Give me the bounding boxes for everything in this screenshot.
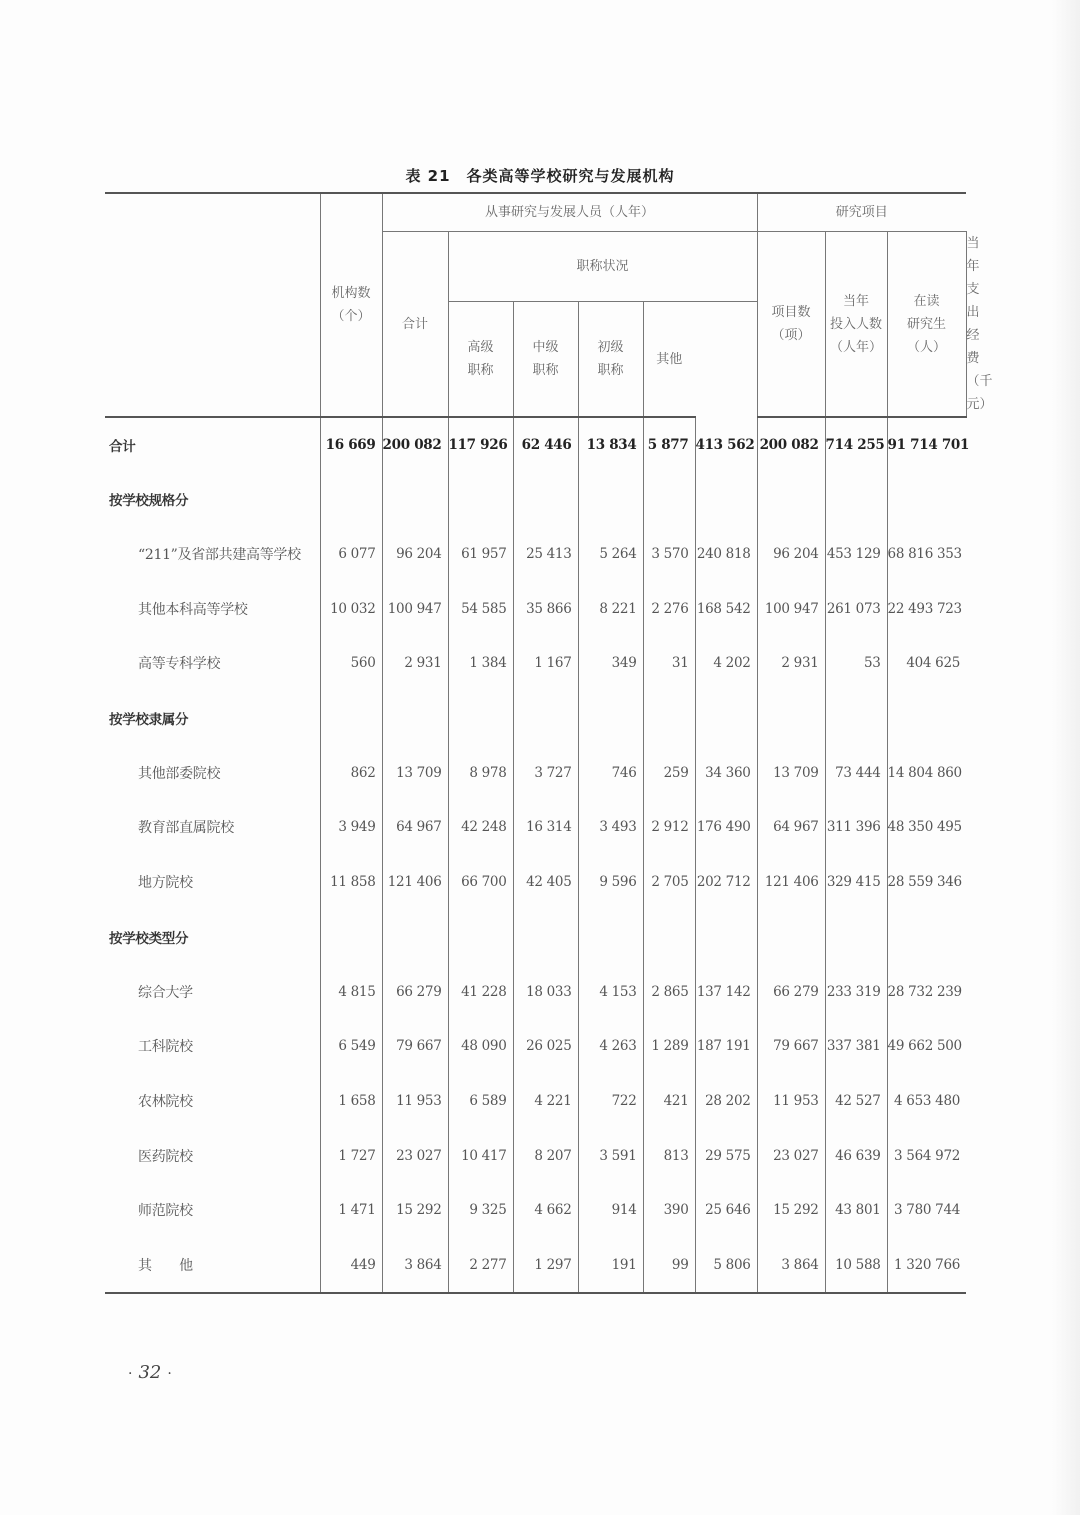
table-row: [105, 855, 966, 910]
cell-value: 200 082: [382, 417, 448, 472]
cell-value: 49 662 500: [887, 1019, 966, 1074]
row-label: 农林院校: [138, 1093, 193, 1110]
cell-value: 3 727: [513, 745, 578, 800]
cell-value: 1 167: [513, 636, 578, 691]
cell-value: 28 559 346: [887, 855, 966, 910]
table-body: [105, 417, 970, 1293]
cell-value: 6 077: [320, 527, 382, 582]
header-personnel-total: 合计: [382, 232, 448, 418]
statistics-table: [105, 192, 993, 1294]
cell-value: 15 292: [757, 1183, 825, 1238]
cell-value: 560: [320, 636, 382, 691]
cell-value: 29 575: [695, 1128, 757, 1183]
cell-value: [695, 910, 757, 965]
row-label: 其他部委院校: [138, 765, 221, 782]
cell-value: [825, 910, 887, 965]
cell-value: 96 204: [757, 527, 825, 582]
cell-value: 3 949: [320, 800, 382, 855]
cell-value: 8 978: [448, 745, 513, 800]
page-edge-shadow: [1052, 0, 1080, 1515]
cell-value: 13 709: [757, 745, 825, 800]
page-number-dot-left: ·: [128, 1366, 133, 1382]
cell-value: 31: [643, 636, 695, 691]
cell-value: 714 255: [825, 417, 887, 472]
header-input-line1: 当年: [843, 293, 870, 309]
cell-value: 13 709: [382, 745, 448, 800]
cell-value: [448, 910, 513, 965]
cell-value: 1 471: [320, 1183, 382, 1238]
cell-value: 1 658: [320, 1074, 382, 1129]
header-middle-line2: 职称: [532, 363, 559, 379]
section-row: [105, 910, 966, 965]
cell-value: 3 591: [578, 1128, 643, 1183]
cell-value: [695, 472, 757, 527]
cell-value: 11 953: [757, 1074, 825, 1129]
header-institutions-line1: 机构数: [331, 286, 371, 301]
cell-value: 9 596: [578, 855, 643, 910]
header-junior-line1: 初级: [597, 340, 624, 356]
cell-value: 862: [320, 745, 382, 800]
cell-value: [448, 691, 513, 746]
cell-value: 2 705: [643, 855, 695, 910]
cell-value: 121 406: [382, 855, 448, 910]
row-label: 综合大学: [138, 984, 193, 1001]
cell-value: 35 866: [513, 581, 578, 636]
cell-value: 3 493: [578, 800, 643, 855]
cell-value: 53: [825, 636, 887, 691]
cell-value: [757, 472, 825, 527]
cell-value: 914: [578, 1183, 643, 1238]
cell-value: 746: [578, 745, 643, 800]
table-row: [105, 1019, 966, 1074]
row-label: 按学校类型分: [109, 930, 189, 947]
cell-value: 61 957: [448, 527, 513, 582]
table-row: [105, 800, 966, 855]
cell-value: 1 289: [643, 1019, 695, 1074]
cell-value: [643, 691, 695, 746]
cell-value: 9 325: [448, 1183, 513, 1238]
table-row: [105, 1128, 966, 1183]
header-project-count-line1: 项目数: [771, 305, 811, 320]
cell-value: 28 732 239: [887, 964, 966, 1019]
cell-value: 66 279: [382, 964, 448, 1019]
cell-value: 16 669: [320, 417, 382, 472]
row-label: 高等专科学校: [138, 656, 221, 673]
page-number-dot-right: ·: [167, 1366, 172, 1382]
cell-value: 18 033: [513, 964, 578, 1019]
table-row: [105, 1238, 966, 1294]
cell-value: 42 527: [825, 1074, 887, 1129]
header-middle-line1: 中级: [532, 340, 559, 356]
table-row: [105, 964, 966, 1019]
header-senior-title: [448, 302, 513, 417]
cell-value: 48 350 495: [887, 800, 966, 855]
cell-value: 2 277: [448, 1238, 513, 1294]
cell-value: [578, 472, 643, 527]
cell-value: 25 413: [513, 527, 578, 582]
cell-value: 191: [578, 1238, 643, 1294]
cell-value: 3 780 744: [887, 1183, 966, 1238]
cell-value: 813: [643, 1128, 695, 1183]
header-grad-line3: （人）: [907, 339, 947, 355]
cell-value: 176 490: [695, 800, 757, 855]
cell-value: [643, 910, 695, 965]
header-senior-line1: 高级: [467, 340, 494, 356]
cell-value: 22 493 723: [887, 581, 966, 636]
cell-value: 4 653 480: [887, 1074, 966, 1129]
header-input-personnel: [825, 232, 887, 418]
cell-value: 1 384: [448, 636, 513, 691]
cell-value: 4 221: [513, 1074, 578, 1129]
cell-value: 1 297: [513, 1238, 578, 1294]
cell-value: 5 877: [643, 417, 695, 472]
cell-value: 42 405: [513, 855, 578, 910]
cell-value: 64 967: [382, 800, 448, 855]
cell-value: 10 032: [320, 581, 382, 636]
cell-value: 4 662: [513, 1183, 578, 1238]
cell-value: 311 396: [825, 800, 887, 855]
cell-value: 4 263: [578, 1019, 643, 1074]
cell-value: 64 967: [757, 800, 825, 855]
row-label: 教育部直属院校: [138, 820, 234, 837]
cell-value: 34 360: [695, 745, 757, 800]
section-row: [105, 691, 966, 746]
row-label: 其他本科高等学校: [138, 601, 248, 618]
page-number-value: 32: [138, 1362, 162, 1383]
cell-value: 91 714 701: [887, 417, 966, 472]
cell-value: 187 191: [695, 1019, 757, 1074]
cell-value: 43 801: [825, 1183, 887, 1238]
header-projects-group: 研究项目: [757, 193, 966, 232]
table-row: [105, 1074, 966, 1129]
header-project-count: [757, 232, 825, 418]
cell-value: 100 947: [382, 581, 448, 636]
header-institutions-line2: （个）: [331, 309, 371, 324]
cell-value: 200 082: [757, 417, 825, 472]
cell-value: [320, 472, 382, 527]
cell-value: 73 444: [825, 745, 887, 800]
cell-value: 99: [643, 1238, 695, 1294]
header-junior-line2: 职称: [597, 363, 624, 379]
table-row: [105, 527, 966, 582]
cell-value: [513, 691, 578, 746]
cell-value: 137 142: [695, 964, 757, 1019]
cell-value: 6 549: [320, 1019, 382, 1074]
table-row: [105, 745, 966, 800]
row-label: 师范院校: [138, 1203, 193, 1220]
header-title-status-group: 职称状况: [448, 232, 757, 302]
header-grad-line1: 在读: [913, 293, 940, 309]
cell-value: 23 027: [382, 1128, 448, 1183]
row-label: 工科院校: [138, 1039, 193, 1056]
cell-value: 66 700: [448, 855, 513, 910]
cell-value: 10 588: [825, 1238, 887, 1294]
cell-value: 259: [643, 745, 695, 800]
cell-value: 26 025: [513, 1019, 578, 1074]
cell-value: 121 406: [757, 855, 825, 910]
row-label: “211”及省部共建高等学校: [138, 547, 301, 564]
cell-value: [578, 691, 643, 746]
cell-value: [513, 472, 578, 527]
cell-value: [320, 910, 382, 965]
cell-value: 66 279: [757, 964, 825, 1019]
cell-value: 390: [643, 1183, 695, 1238]
cell-value: 337 381: [825, 1019, 887, 1074]
cell-value: 68 816 353: [887, 527, 966, 582]
cell-value: 329 415: [825, 855, 887, 910]
cell-value: 10 417: [448, 1128, 513, 1183]
row-label: 合计: [109, 439, 136, 455]
cell-value: 2 276: [643, 581, 695, 636]
header-senior-line2: 职称: [467, 363, 494, 379]
table-row: [105, 1183, 966, 1238]
cell-value: 62 446: [513, 417, 578, 472]
cell-value: [382, 472, 448, 527]
total-row: [105, 417, 966, 472]
cell-value: 5 806: [695, 1238, 757, 1294]
cell-value: 3 570: [643, 527, 695, 582]
cell-value: 25 646: [695, 1183, 757, 1238]
cell-value: [887, 472, 966, 527]
cell-value: 3 564 972: [887, 1128, 966, 1183]
cell-value: [513, 910, 578, 965]
cell-value: [382, 910, 448, 965]
cell-value: 79 667: [382, 1019, 448, 1074]
cell-value: 8 207: [513, 1128, 578, 1183]
table-number: 表 21: [405, 167, 451, 185]
cell-value: [887, 691, 966, 746]
cell-value: 8 221: [578, 581, 643, 636]
cell-value: 13 834: [578, 417, 643, 472]
cell-value: 5 264: [578, 527, 643, 582]
table-row: [105, 581, 966, 636]
cell-value: 100 947: [757, 581, 825, 636]
cell-value: 2 912: [643, 800, 695, 855]
cell-value: 453 129: [825, 527, 887, 582]
cell-value: 6 589: [448, 1074, 513, 1129]
cell-value: [825, 691, 887, 746]
header-middle-title: [513, 302, 578, 417]
cell-value: [643, 472, 695, 527]
cell-value: 1 727: [320, 1128, 382, 1183]
header-input-line2: 投入人数: [830, 316, 883, 332]
row-label: 按学校规格分: [109, 493, 189, 510]
cell-value: [825, 472, 887, 527]
cell-value: 413 562: [695, 417, 757, 472]
cell-value: 4 153: [578, 964, 643, 1019]
cell-value: 202 712: [695, 855, 757, 910]
cell-value: 421: [643, 1074, 695, 1129]
cell-value: 2 931: [382, 636, 448, 691]
cell-value: [382, 691, 448, 746]
cell-value: 4 202: [695, 636, 757, 691]
header-personnel-group: 从事研究与发展人员（人年）: [382, 193, 757, 232]
cell-value: 2 865: [643, 964, 695, 1019]
cell-value: 23 027: [757, 1128, 825, 1183]
cell-value: [757, 691, 825, 746]
cell-value: 11 858: [320, 855, 382, 910]
cell-value: 3 864: [757, 1238, 825, 1294]
cell-value: 2 931: [757, 636, 825, 691]
header-project-count-line2: （项）: [771, 328, 811, 343]
cell-value: 261 073: [825, 581, 887, 636]
cell-value: [887, 910, 966, 965]
header-grad-line2: 研究生: [907, 316, 947, 332]
table-title-text: 各类高等学校研究与发展机构: [466, 167, 675, 185]
cell-value: 4 815: [320, 964, 382, 1019]
cell-value: 15 292: [382, 1183, 448, 1238]
cell-value: [757, 910, 825, 965]
cell-value: 233 319: [825, 964, 887, 1019]
cell-value: [448, 472, 513, 527]
cell-value: 41 228: [448, 964, 513, 1019]
cell-value: 96 204: [382, 527, 448, 582]
cell-value: 54 585: [448, 581, 513, 636]
page-number: [122, 1362, 178, 1383]
cell-value: 79 667: [757, 1019, 825, 1074]
cell-value: 11 953: [382, 1074, 448, 1129]
row-label: 地方院校: [138, 875, 193, 892]
table-title: [0, 165, 1080, 186]
header-other-title: 其他: [643, 302, 695, 417]
cell-value: 722: [578, 1074, 643, 1129]
cell-value: 117 926: [448, 417, 513, 472]
cell-value: [695, 691, 757, 746]
cell-value: 28 202: [695, 1074, 757, 1129]
header-input-line3: （人年）: [830, 339, 883, 355]
header-row-label-blank: [105, 193, 320, 417]
cell-value: 168 542: [695, 581, 757, 636]
cell-value: 42 248: [448, 800, 513, 855]
cell-value: 449: [320, 1238, 382, 1294]
header-graduate-students: [887, 232, 966, 418]
table-row: [105, 636, 966, 691]
row-label: 医药院校: [138, 1148, 193, 1165]
cell-value: 16 314: [513, 800, 578, 855]
cell-value: 349: [578, 636, 643, 691]
cell-value: 48 090: [448, 1019, 513, 1074]
section-row: [105, 472, 966, 527]
cell-value: 1 320 766: [887, 1238, 966, 1294]
cell-value: 404 625: [887, 636, 966, 691]
cell-value: 3 864: [382, 1238, 448, 1294]
table-header: 机构数 （个） 从事研究与发展人员（人年） 研究项目 合计 职称状况 项目数 （项） 当年 投入人数 （人年） 在读 研究生 （人） 当年 支出经费 （千元） 高级 职称 中级 职称 初级 职称 其他: [105, 193, 966, 417]
cell-value: [578, 910, 643, 965]
cell-value: 240 818: [695, 527, 757, 582]
row-label: 其 他: [105, 1238, 320, 1294]
header-junior-title: [578, 302, 643, 417]
header-institutions: [320, 193, 382, 417]
cell-value: [320, 691, 382, 746]
cell-value: 46 639: [825, 1128, 887, 1183]
row-label: 按学校隶属分: [109, 712, 189, 729]
cell-value: 14 804 860: [887, 745, 966, 800]
